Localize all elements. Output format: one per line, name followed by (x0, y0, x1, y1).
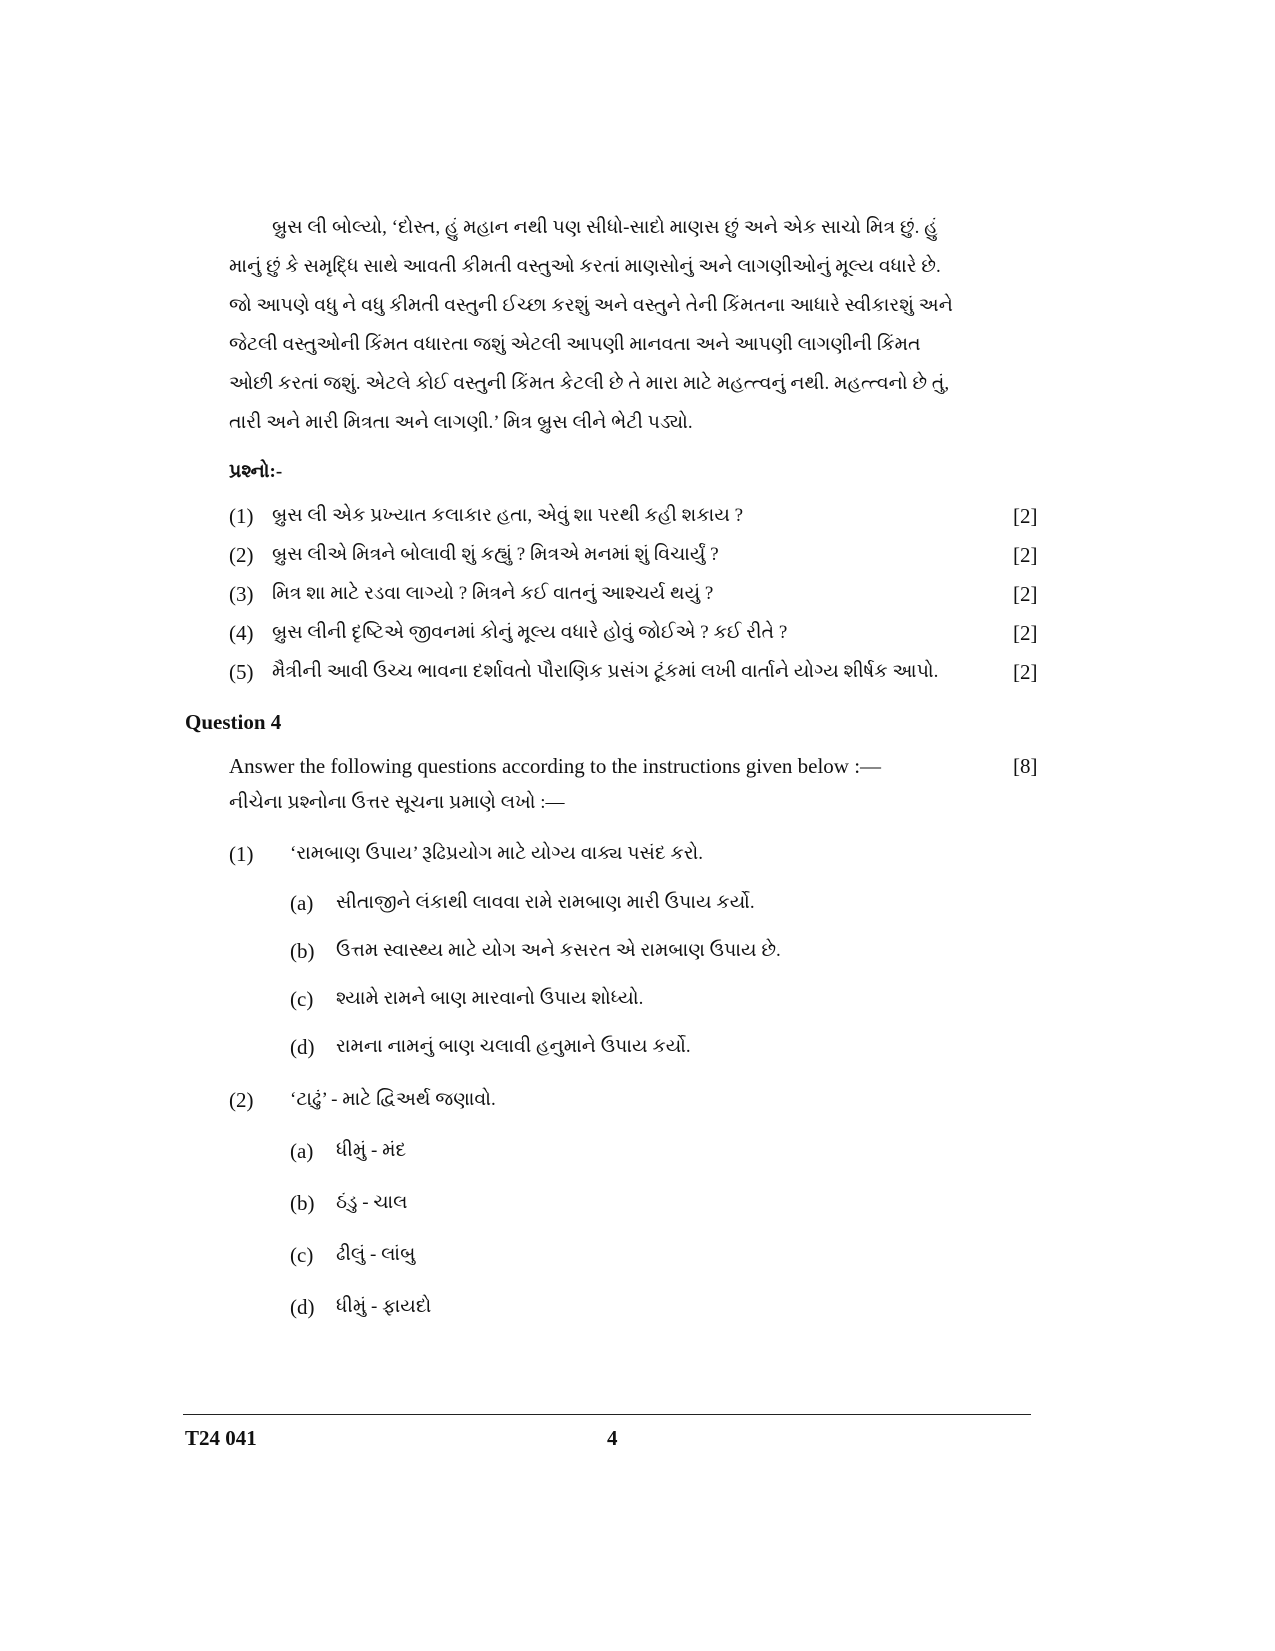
question-text: બ્રુસ લીએ મિત્રને બોલાવી શું કહ્યું ? મિત્રએ મનમાં શું વિચાર્યું ? (272, 544, 719, 565)
option-text: રામના નામનું બાણ ચલાવી હનુમાને ઉપાય કર્યો. (336, 1036, 691, 1057)
question-marks: [2] (1013, 504, 1038, 528)
passage-line: માનું છું કે સમૃદ્ધિ સાથે આવતી કીમતી વસ્તુઓ કરતાં માણસોનું અને લાગણીઓનું મૂલ્ય વધારે છે. (229, 256, 941, 277)
question-number: (3) (229, 582, 254, 606)
option-label: (b) (290, 939, 315, 963)
footer-divider (183, 1414, 1031, 1415)
question-marks: [2] (1013, 621, 1038, 645)
question-text: મિત્ર શા માટે રડવા લાગ્યો ? મિત્રને કઈ વાતનું આશ્ચર્ય થયું ? (272, 583, 714, 604)
question-number: (2) (229, 543, 254, 567)
paper-code: T24 041 (185, 1426, 257, 1450)
question-number: (1) (229, 504, 254, 528)
instruction-english: Answer the following questions according to the instructions given below :— (229, 754, 882, 778)
option-label: (d) (290, 1035, 315, 1059)
questions-heading: પ્રશ્નો:- (229, 461, 283, 482)
passage-line: ઓછી કરતાં જશું. એટલે કોઈ વસ્તુની કિંમત કેટલી છે તે મારા માટે મહત્ત્વનું નથી. મહત્ત્વનો છે તું, (229, 373, 950, 394)
item-number: (1) (229, 842, 254, 866)
option-text: ઉત્તમ સ્વાસ્થ્ય માટે યોગ અને કસરત એ રામબાણ ઉપાય છે. (336, 940, 781, 961)
passage-line: જો આપણે વધુ ને વધુ કીમતી વસ્તુની ઈચ્છા કરશું અને વસ્તુને તેની કિંમતના આધારે સ્વીકારશું અને (229, 295, 953, 316)
question-text: બ્રુસ લીની દૃષ્ટિએ જીવનમાં કોનું મૂલ્ય વધારે હોવું જોઈએ ? કઈ રીતે ? (272, 622, 788, 643)
option-text: સીતાજીને લંકાથી લાવવા રામે રામબાણ મારી ઉપાય કર્યો. (336, 892, 755, 913)
question-number: (4) (229, 621, 254, 645)
item-text: ‘ટાઢું’ - માટે દ્વિઅર્થ જણાવો. (290, 1089, 496, 1110)
question-4-marks: [8] (1013, 754, 1038, 778)
item-number: (2) (229, 1088, 254, 1112)
option-text: ધીમું - મંદ (336, 1140, 407, 1161)
option-label: (d) (290, 1295, 315, 1319)
passage-line: બ્રુસ લી બોલ્યો, ‘દોસ્ત, હું મહાન નથી પણ સીધો-સાદો માણસ છું અને એક સાચો મિત્ર છું. હું (272, 217, 938, 238)
option-label: (c) (290, 1243, 314, 1267)
option-label: (b) (290, 1191, 315, 1215)
option-label: (a) (290, 891, 314, 915)
passage-line: જેટલી વસ્તુઓની કિંમત વધારતા જશું એટલી આપણી માનવતા અને આપણી લાગણીની કિંમત (229, 334, 921, 355)
option-text: ઢીલું - લાંબુ (336, 1244, 416, 1265)
instruction-gujarati: નીચેના પ્રશ્નોના ઉત્તર સૂચના પ્રમાણે લખો :— (229, 792, 565, 813)
question-marks: [2] (1013, 660, 1038, 684)
item-text: ‘રામબાણ ઉપાય’ રૂઢિપ્રયોગ માટે યોગ્ય વાક્ય પસંદ કરો. (290, 843, 704, 864)
question-text: મૈત્રીની આવી ઉચ્ચ ભાવના દર્શાવતો પૌરાણિક પ્રસંગ ટૂંકમાં લખી વાર્તાને યોગ્ય શીર્ષક આપો. (272, 661, 939, 682)
question-number: (5) (229, 660, 254, 684)
page-number: 4 (607, 1426, 618, 1450)
option-text: ધીમું - ફાયદો (336, 1296, 432, 1317)
question-text: બ્રુસ લી એક પ્રખ્યાત કલાકાર હતા, એવું શા પરથી કહી શકાય ? (272, 505, 744, 526)
option-label: (a) (290, 1139, 314, 1163)
option-label: (c) (290, 987, 314, 1011)
question-marks: [2] (1013, 582, 1038, 606)
option-text: શ્યામે રામને બાણ મારવાનો ઉપાય શોધ્યો. (336, 988, 644, 1009)
option-text: ઠંડુ - ચાલ (336, 1192, 408, 1213)
question-marks: [2] (1013, 543, 1038, 567)
question-4-title: Question 4 (185, 710, 282, 734)
passage-line: તારી અને મારી મિત્રતા અને લાગણી.’ મિત્ર બ્રુસ લીને ભેટી પડ્યો. (229, 412, 693, 433)
